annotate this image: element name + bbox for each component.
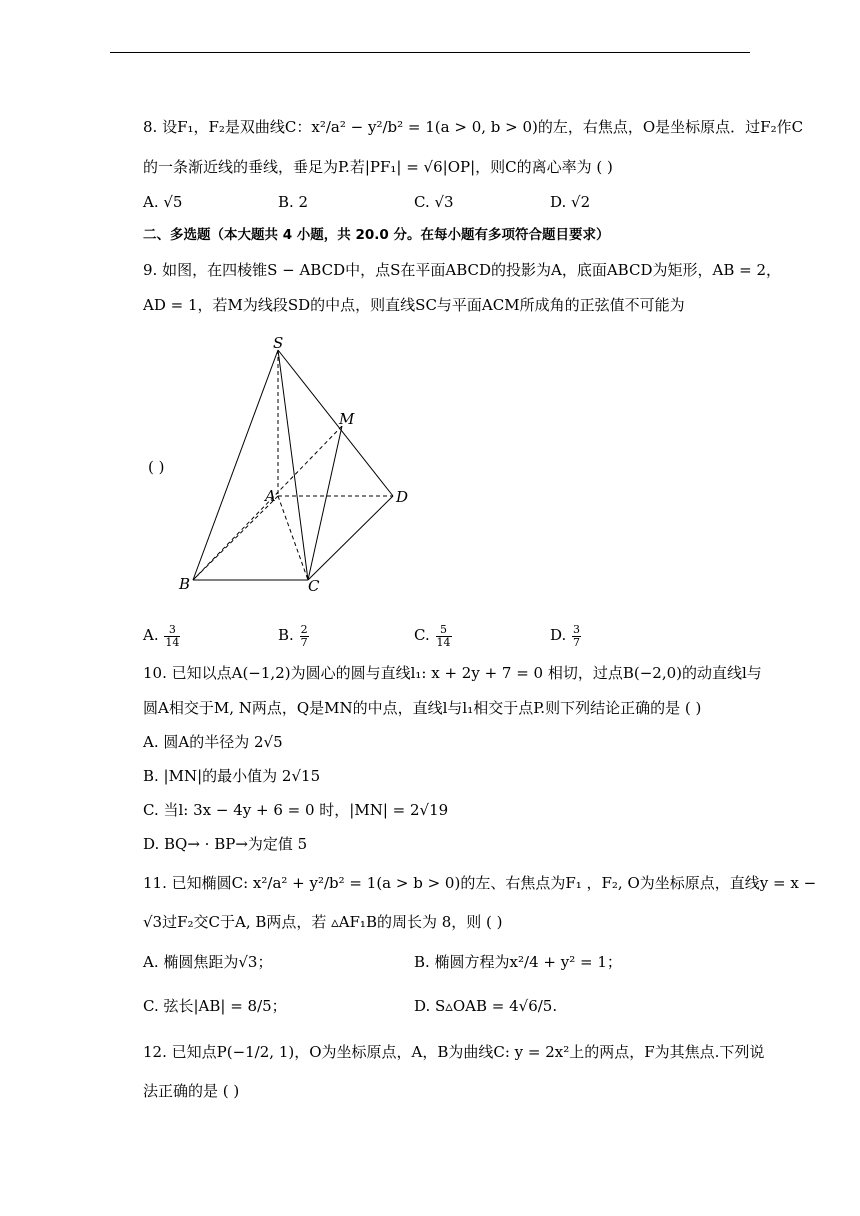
- option-letter: C.: [414, 626, 430, 645]
- denominator: 14: [165, 635, 180, 649]
- pyramid-figure: [165, 334, 425, 594]
- option-letter: A.: [143, 626, 159, 645]
- edge-ac: [278, 496, 308, 580]
- edge-cd: [308, 496, 393, 580]
- q9-option-b: [278, 624, 310, 648]
- q10-line1: 10. 已知以点A(−1,2)为圆心的圆与直线l₁: x + 2y + 7 = 0 相切，过点B(−2,0)的动直线l与: [143, 664, 762, 682]
- option-fraction: [572, 624, 581, 648]
- q8-line2: 的一条渐近线的垂线，垂足为P.若|PF₁| = √6|OP|，则C的离心率为 ( ): [143, 158, 613, 176]
- q12-line2: 法正确的是 ( ): [143, 1082, 240, 1100]
- label-s: S: [273, 334, 284, 352]
- option-fraction: [164, 624, 180, 648]
- q11-option-d: D. S▵OAB = 4√6/5.: [414, 997, 558, 1015]
- q10-option-d: D. BQ→ · BP→为定值 5: [143, 835, 308, 853]
- q8-option-b: B. 2: [278, 193, 309, 211]
- edge-sc: [278, 350, 308, 580]
- label-a: A: [265, 487, 276, 505]
- q11-option-c: C. 弦长|AB| = 8/5；: [143, 997, 287, 1015]
- option-fraction: [300, 624, 309, 648]
- q10-option-b: B. |MN|的最小值为 2√15: [143, 767, 321, 785]
- q8-option-a: A. √5: [143, 193, 183, 211]
- q11-option-b: B. 椭圆方程为x²/4 + y² = 1；: [414, 953, 622, 971]
- header-rule: [110, 52, 750, 53]
- q11-line1: 11. 已知椭圆C: x²/a² + y²/b² = 1(a > b > 0)的左、右焦点为F₁ ，F₂, O为坐标原点，直线y = x −: [143, 874, 817, 892]
- q11-option-a: A. 椭圆焦距为√3；: [143, 953, 273, 971]
- q12-line1: 12. 已知点P(−1/2, 1)，O为坐标原点，A，B为曲线C: y = 2x²上的两点，F为其焦点.下列说: [143, 1043, 765, 1061]
- option-letter: D.: [550, 626, 567, 645]
- q11-line2: √3过F₂交C于A, B两点，若 ▵AF₁B的周长为 8，则 ( ): [143, 913, 503, 931]
- option-fraction: [436, 624, 452, 648]
- edge-sb: [193, 350, 278, 580]
- q9-line2: AD = 1，若M为线段SD的中点，则直线SC与平面ACM所成角的正弦值不可能为: [143, 296, 685, 314]
- q10-option-c: C. 当l: 3x − 4y + 6 = 0 时，|MN| = 2√19: [143, 801, 449, 819]
- label-d: D: [396, 488, 409, 506]
- numerator: 2: [300, 623, 308, 636]
- denominator: 14: [436, 635, 451, 649]
- q9-line1: 9. 如图，在四棱锥S − ABCD中，点S在平面ABCD的投影为A，底面ABCD为矩形，AB = 2，: [143, 261, 781, 279]
- q9-option-d: [550, 624, 582, 648]
- label-c: C: [308, 577, 320, 594]
- q10-line2: 圆A相交于M, N两点，Q是MN的中点，直线l与l₁相交于点P.则下列结论正确的是 ( ): [143, 699, 702, 717]
- label-b: B: [179, 575, 191, 593]
- numerator: 5: [436, 624, 452, 637]
- q9-option-a: [143, 624, 181, 648]
- numerator: 3: [573, 623, 581, 636]
- label-m: M: [339, 410, 355, 428]
- q9-answer-blank: ( ): [148, 458, 165, 476]
- denominator: 7: [573, 635, 581, 649]
- section-heading: 二、多选题（本大题共 4 小题，共 20.0 分。在每小题有多项符合题目要求）: [143, 227, 610, 243]
- numerator: 3: [164, 624, 180, 637]
- denominator: 7: [300, 635, 308, 649]
- q8-line1: 8. 设F₁，F₂是双曲线C：x²/a² − y²/b² = 1(a > 0, b > 0)的左，右焦点，O是坐标原点．过F₂作C: [143, 118, 804, 136]
- q10-option-a: A. 圆A的半径为 2√5: [143, 733, 283, 751]
- q8-option-c: C. √3: [414, 193, 454, 211]
- option-letter: B.: [278, 626, 294, 645]
- q9-option-c: [414, 624, 453, 648]
- q8-option-d: D. √2: [550, 193, 591, 211]
- edge-cm: [308, 426, 342, 580]
